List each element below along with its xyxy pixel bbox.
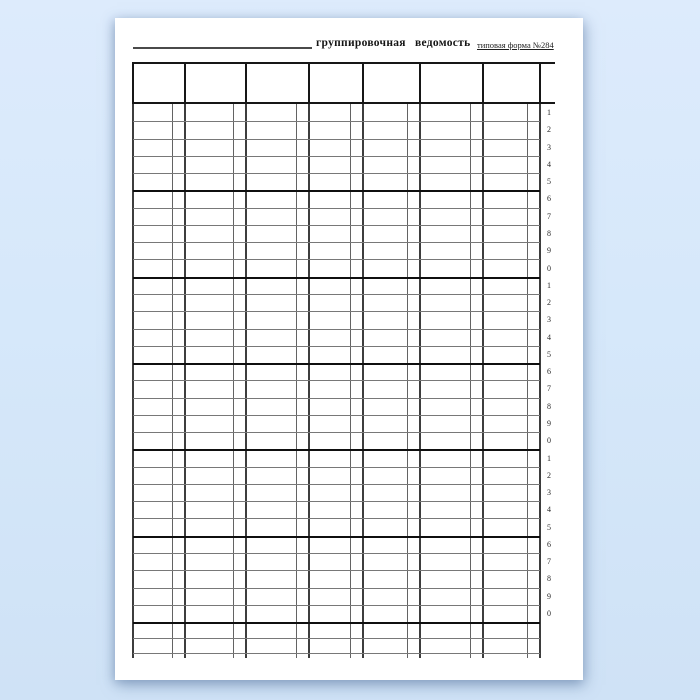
row-number: 7 xyxy=(547,211,551,221)
row-number: 4 xyxy=(547,159,551,169)
header-column-line xyxy=(539,62,541,104)
form-number-label: типовая форма №284 xyxy=(477,40,554,50)
grid-row-line xyxy=(133,121,540,122)
grid-row-line xyxy=(133,484,540,485)
header-column-line xyxy=(482,62,484,104)
row-number: 6 xyxy=(547,539,551,549)
header-column-line xyxy=(245,62,247,104)
grid-row-line xyxy=(133,139,540,140)
grid-row-line xyxy=(133,156,540,157)
header-column-line xyxy=(132,62,134,104)
grid-row-line xyxy=(133,225,540,226)
row-number: 3 xyxy=(547,142,551,152)
header-column-line xyxy=(362,62,364,104)
header-column-line xyxy=(308,62,310,104)
grid-row-line xyxy=(133,518,540,519)
row-number: 6 xyxy=(547,194,551,204)
row-number: 3 xyxy=(547,488,551,498)
row-number: 0 xyxy=(547,608,551,618)
grid-row-line xyxy=(133,638,540,639)
row-number: 5 xyxy=(547,177,551,187)
row-number: 2 xyxy=(547,298,551,308)
row-number: 9 xyxy=(547,418,551,428)
row-number: 1 xyxy=(547,280,551,290)
row-number: 1 xyxy=(547,108,551,118)
header-column-line xyxy=(184,62,186,104)
row-number: 4 xyxy=(547,332,551,342)
grid-thick-row-line xyxy=(133,363,540,365)
grid-row-line xyxy=(133,242,540,243)
grid-row-line xyxy=(133,294,540,295)
row-number: 1 xyxy=(547,453,551,463)
grid-thick-row-line xyxy=(133,190,540,192)
grid-row-line xyxy=(133,605,540,606)
grid-row-line xyxy=(133,553,540,554)
row-number: 7 xyxy=(547,557,551,567)
row-number: 7 xyxy=(547,384,551,394)
row-number: 2 xyxy=(547,125,551,135)
grid-row-line xyxy=(133,329,540,330)
table-grid xyxy=(115,18,583,680)
row-number: 0 xyxy=(547,263,551,273)
grid-thick-row-line xyxy=(133,449,540,451)
grid-row-line xyxy=(133,208,540,209)
grid-thick-row-line xyxy=(133,536,540,538)
grid-row-line xyxy=(133,570,540,571)
grid-row-line xyxy=(133,467,540,468)
row-number: 8 xyxy=(547,574,551,584)
grid-row-line xyxy=(133,398,540,399)
grid-row-line xyxy=(133,173,540,174)
row-number: 8 xyxy=(547,401,551,411)
row-number: 6 xyxy=(547,367,551,377)
grid-thick-row-line xyxy=(133,622,540,624)
row-number: 5 xyxy=(547,522,551,532)
grid-row-line xyxy=(133,346,540,347)
document-title: группировочная ведомость xyxy=(316,37,471,49)
row-number: 0 xyxy=(547,436,551,446)
row-number: 9 xyxy=(547,591,551,601)
grid-row-line xyxy=(133,653,540,654)
header-column-line xyxy=(419,62,421,104)
grid-row-line xyxy=(133,311,540,312)
grid-row-line xyxy=(133,380,540,381)
row-number: 2 xyxy=(547,470,551,480)
grid-row-line xyxy=(133,259,540,260)
row-number: 5 xyxy=(547,349,551,359)
row-number: 3 xyxy=(547,315,551,325)
row-number: 8 xyxy=(547,229,551,238)
grid-row-line xyxy=(133,501,540,502)
row-number: 9 xyxy=(547,246,551,256)
grid-thick-row-line xyxy=(133,277,540,279)
paper-sheet xyxy=(115,18,583,680)
grid-row-line xyxy=(133,415,540,416)
grid-row-line xyxy=(133,432,540,433)
grid-row-line xyxy=(133,588,540,589)
row-number: 4 xyxy=(547,505,551,515)
